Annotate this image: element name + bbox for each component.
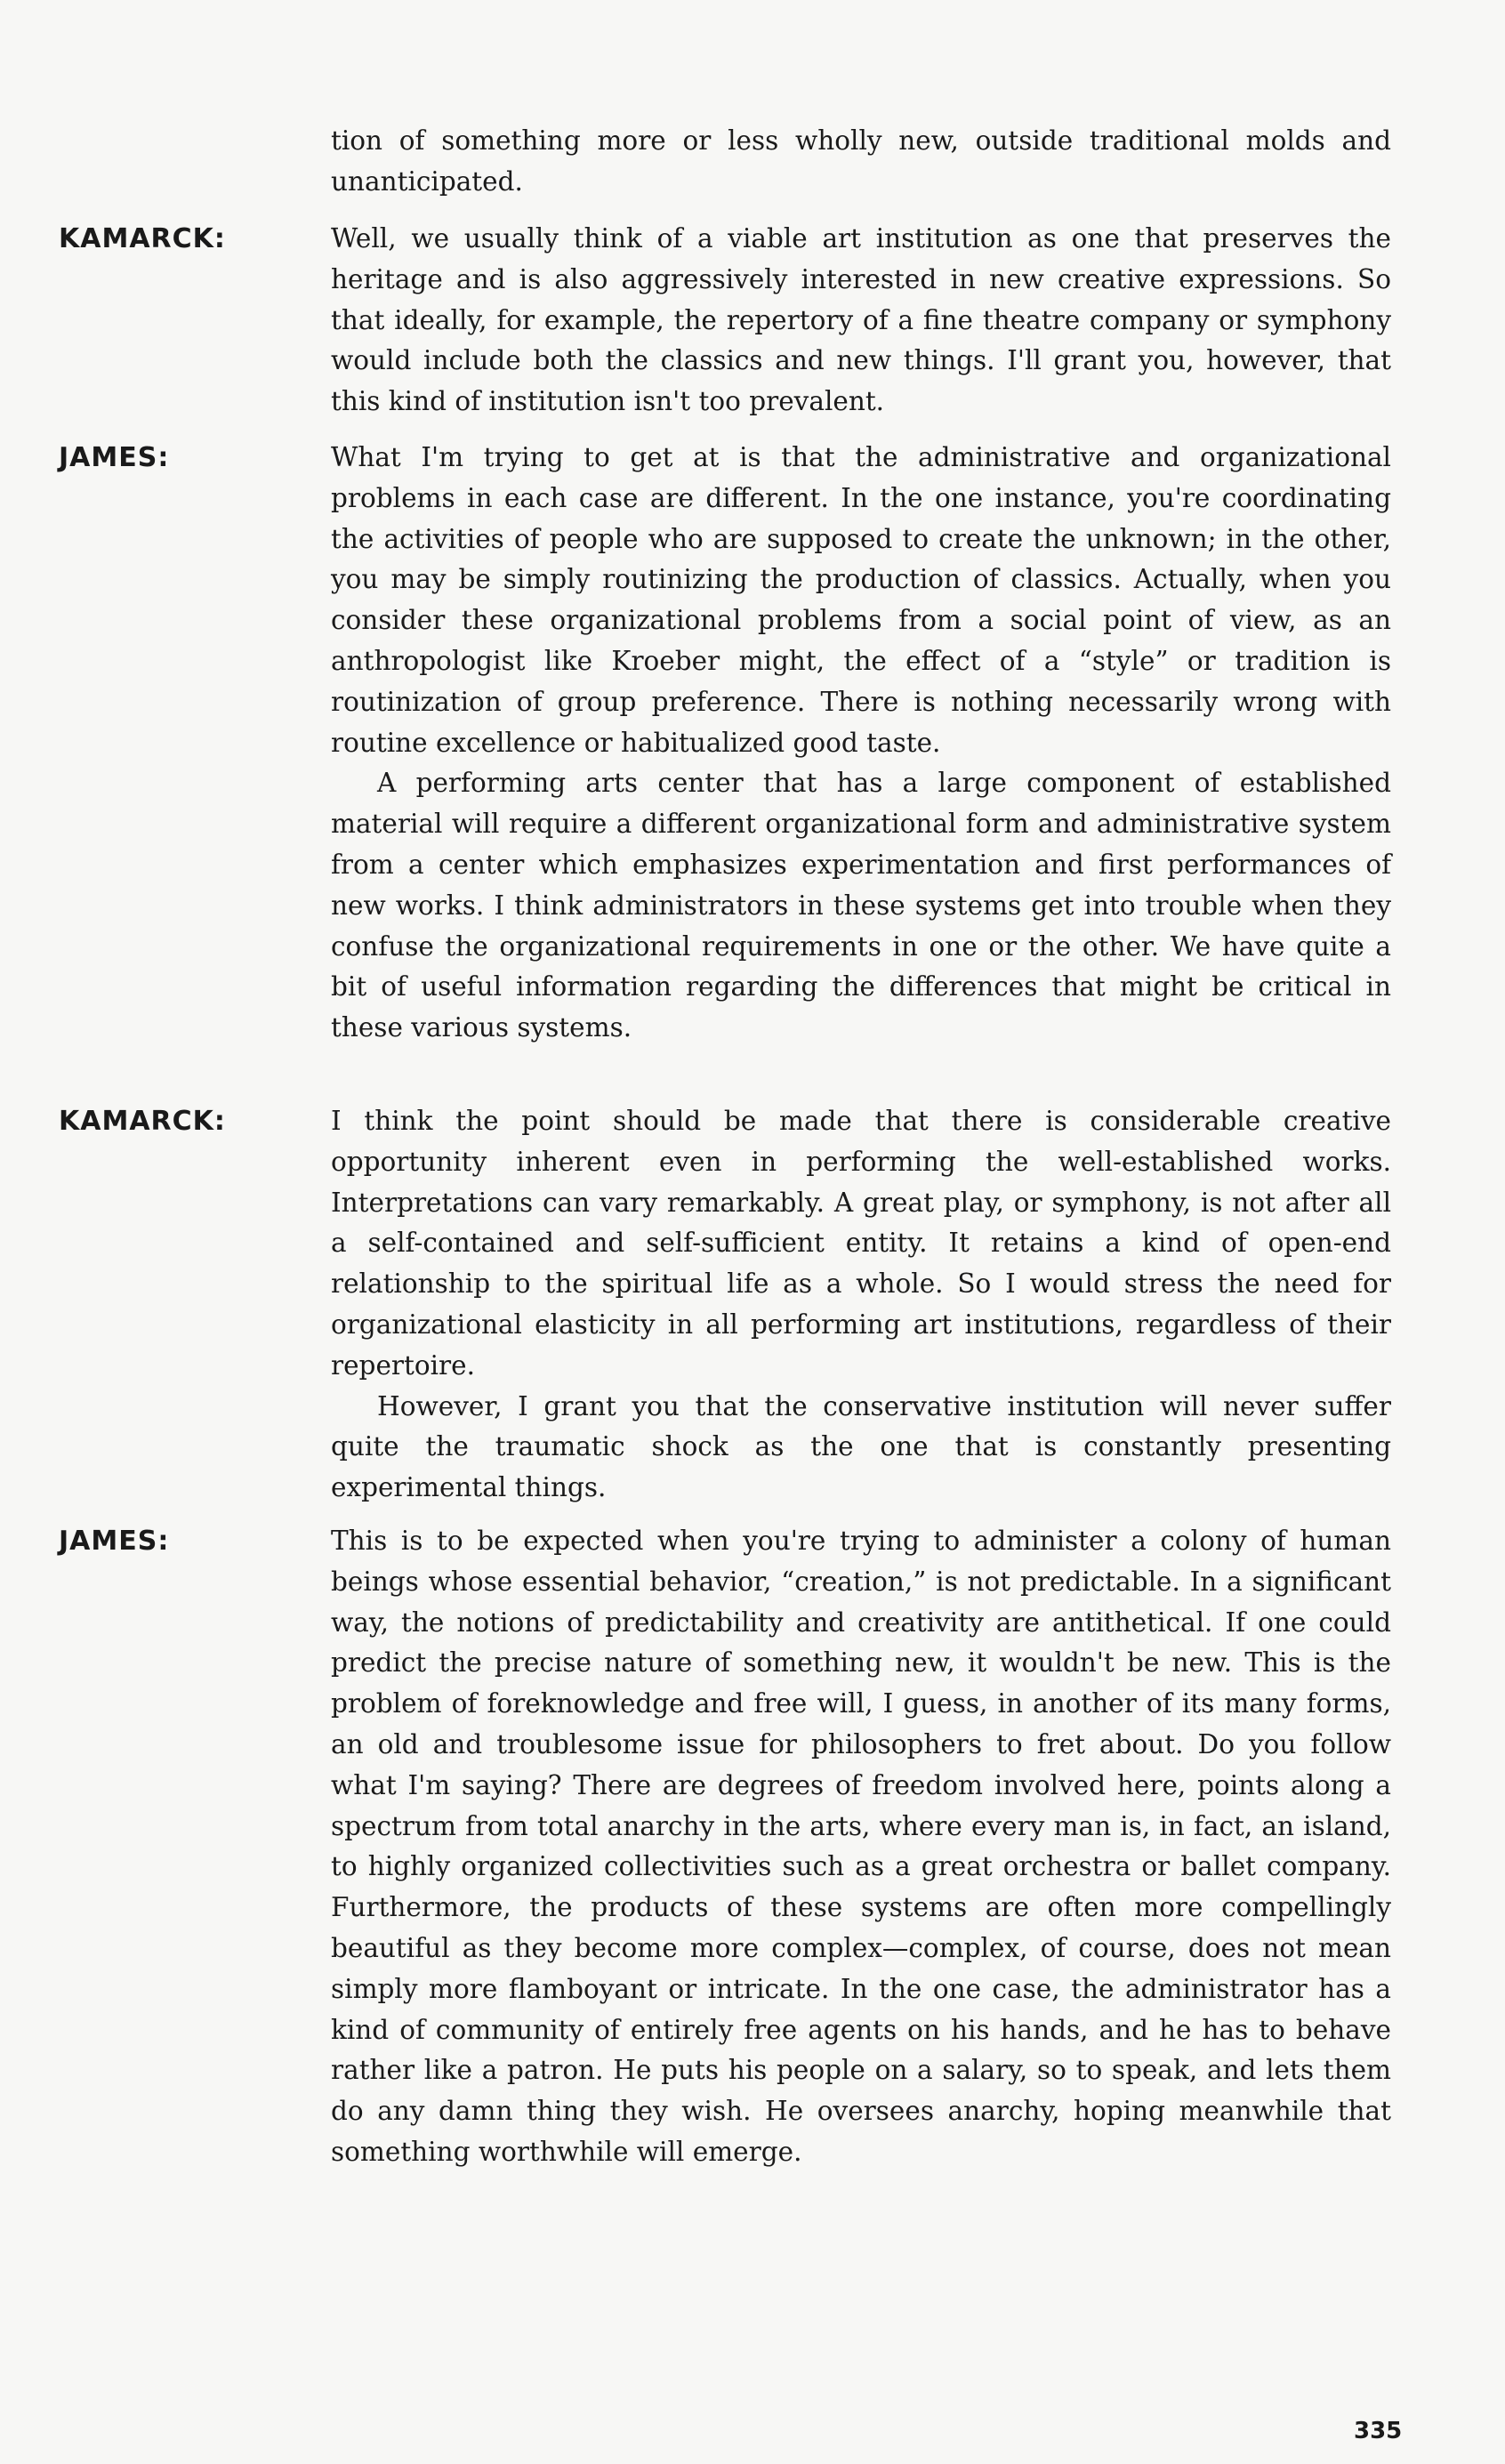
paragraph: However, I grant you that the conservative institution will never suffer quite the traumatic shock as the one that is constantly presenting experimental things.: [331, 1390, 1391, 1503]
paragraph: This is to be expected when you're trying to administer a colony of human beings whose essential behavior, “creation,” is not predictable. In a significant way, the notions of predictability and creativity are antithetical. If one could predict the precise nature of something new, it wouldn't be new. This is the problem of foreknowledge and free will, I guess, in another of its many forms, an old and troublesome issue for philosophers to fret about. Do you follow what I'm saying? There are degrees of freedom involved here, points along a spectrum from total anarchy in the arts, where every man is, in fact, an island, to highly organized collectivities such as a great orchestra or ballet company. Furthermore, the products of these systems are often more compellingly beautiful as they become more complex—complex, of course, does not mean simply more flamboyant or intricate. In the one case, the administrator has a kind of community of entirely free agents on his hands, and he has to behave rather like a patron. He puts his people on a salary, so to speak, and lets them do any damn thing they wish. He oversees anarchy, hoping meanwhile that something worthwhile will emerge.: [331, 1526, 1391, 2167]
dialogue-entry: [331, 1101, 1391, 1509]
dialogue-entry: [331, 1521, 1391, 2173]
continuation-paragraph: [331, 121, 1391, 203]
dialogue-entry: [331, 438, 1391, 1049]
paragraph: Well, we usually think of a viable art institution as one that preserves the heritage and is also aggressively interested in new creative expressions. So that ideally, for example, the repertory of a fine theatre company or symphony would include both the classics and new things. I'll grant you, however, that this kind of institution isn't too prevalent.: [331, 223, 1391, 417]
speaker-label: KAMARCK:: [59, 1106, 226, 1137]
paragraph: What I'm trying to get at is that the administrative and organizational problems in each case are different. In the one instance, you're coordinating the activities of people who are supposed to create the unknown; in the other, you may be simply routinizing the production of classics. Actually, when you consider these organizational problems from a social point of view, as an anthropologist like Kroeber might, the effect of a “style” or tradition is routinization of group preference. There is nothing necessarily wrong with routine excellence or habitualized good taste.: [331, 442, 1391, 758]
speaker-label: KAMARCK:: [59, 223, 226, 254]
speaker-label: JAMES:: [59, 1526, 170, 1557]
continuation-text: tion of something more or less wholly new, outside traditional molds and unanticipated.: [331, 125, 1391, 197]
speaker-label: JAMES:: [59, 442, 170, 473]
dialogue-entry: [331, 219, 1391, 423]
paragraph: A performing arts center that has a large component of established material will require a different organizational form and administrative system from a center which emphasizes experimentation and first performances of new works. I think administrators in these systems get into trouble when they confuse the organizational requirements in one or the other. We have quite a bit of useful information regarding the differences that might be critical in these various systems.: [331, 768, 1391, 1043]
page-number: 335: [1354, 2418, 1403, 2444]
paragraph: I think the point should be made that there is considerable creative opportunity inherent even in performing the well-established works. Interpretations can vary remarkably. A great play, or symphony, is not after all a self-contained and self-sufficient entity. It retains a kind of open-end relationship to the spiritual life as a whole. So I would stress the need for organizational elasticity in all performing art institutions, regardless of their repertoire.: [331, 1106, 1391, 1381]
